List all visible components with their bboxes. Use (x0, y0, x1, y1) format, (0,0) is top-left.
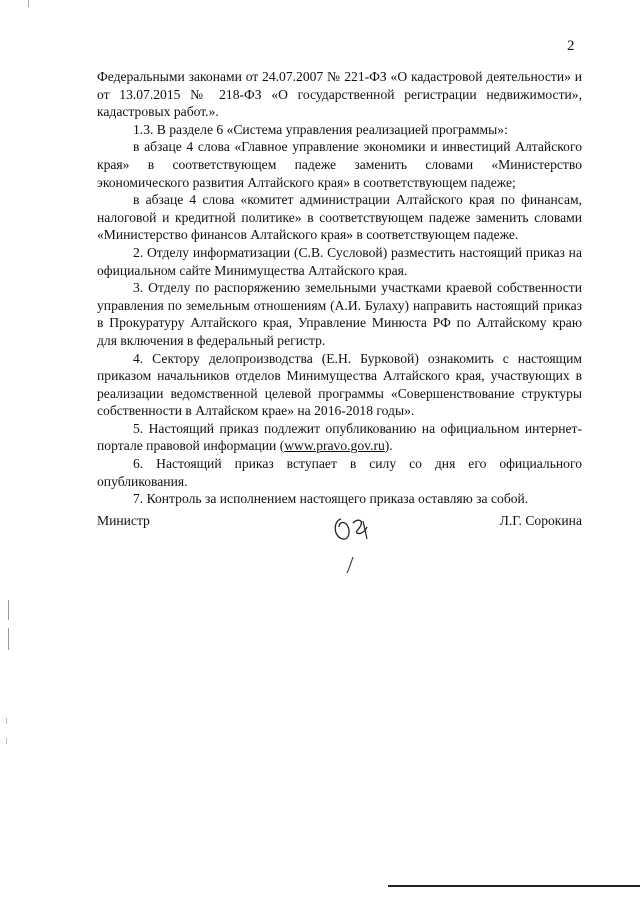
item-5-tail: ). (384, 438, 393, 454)
scan-mark-margin (8, 600, 9, 620)
paragraph-item-6: 6. Настоящий приказ вступает в силу со дня его официального опубликования. (97, 456, 582, 489)
signer-title: Министр (97, 513, 150, 528)
paragraph-item-2: 2. Отделу информатизации (С.В. Сусловой) разместить настоящий приказ на официальном сайте Минимущества Алтайского края. (97, 244, 582, 278)
signer-name: Л.Г. Сорокина (499, 513, 582, 528)
paragraph-item-7: 7. Контроль за исполнением настоящего приказа оставляю за собой. (133, 491, 529, 507)
paragraph-abzac-4-finance: в абзаце 4 слова «комитет администрации Алтайского края по финансам, налоговой и кредитной политике» в соответствующем падеже заменить словами «Министерство финансов Алтайского края» в соответствующем падеже. (97, 192, 582, 243)
scan-mark-margin (6, 718, 7, 724)
scan-mark-top (28, 0, 29, 7)
bottom-edge-rule (388, 885, 640, 887)
scan-mark-margin (8, 628, 9, 650)
paragraph-abzac-4-economy: в абзаце 4 слова «Главное управление экономики и инвестиций Алтайского края» в соответствующем падеже заменить словами «Министерство экономического развития Алтайского края» в соответствующем падеже; (97, 139, 582, 190)
paragraph-1-3: 1.3. В разделе 6 «Система управления реализацией программы»: (133, 121, 508, 137)
pravo-link[interactable]: www.pravo.gov.ru (284, 438, 385, 454)
paragraph-item-5 (97, 420, 582, 455)
paragraph-continuation: Федеральными законами от 24.07.2007 № 221-ФЗ «О кадастровой деятельности» и от 13.07.2015 № 218-ФЗ «О государственной регистрации недвижимости», кадастровых работ.». (97, 69, 582, 120)
handwritten-signature (327, 505, 387, 575)
scan-mark-margin (6, 738, 7, 744)
page-number: 2 (567, 38, 575, 54)
paragraph-item-4: 4. Сектору делопроизводства (Е.Н. Бурковой) ознакомить с настоящим приказом начальников отделов Минимущества Алтайского края, участвующих в реализации ведомственной целевой программы «Совершенствование структуры собственности в Алтайском крае» на 2016-2018 годы». (97, 350, 582, 419)
signature-block (97, 513, 582, 573)
document-body (97, 68, 582, 508)
item-5-text: 5. Настоящий приказ подлежит опубликованию на официальном интернет-портале правовой информации ( (97, 420, 582, 454)
paragraph-item-3: 3. Отделу по распоряжению земельными участками краевой собственности управления по земельным отношениям (А.И. Булаху) направить настоящий приказ в Прокуратуру Алтайского края, Управление Минюста РФ по Алтайскому краю для включения в федеральный регистр. (97, 280, 582, 348)
